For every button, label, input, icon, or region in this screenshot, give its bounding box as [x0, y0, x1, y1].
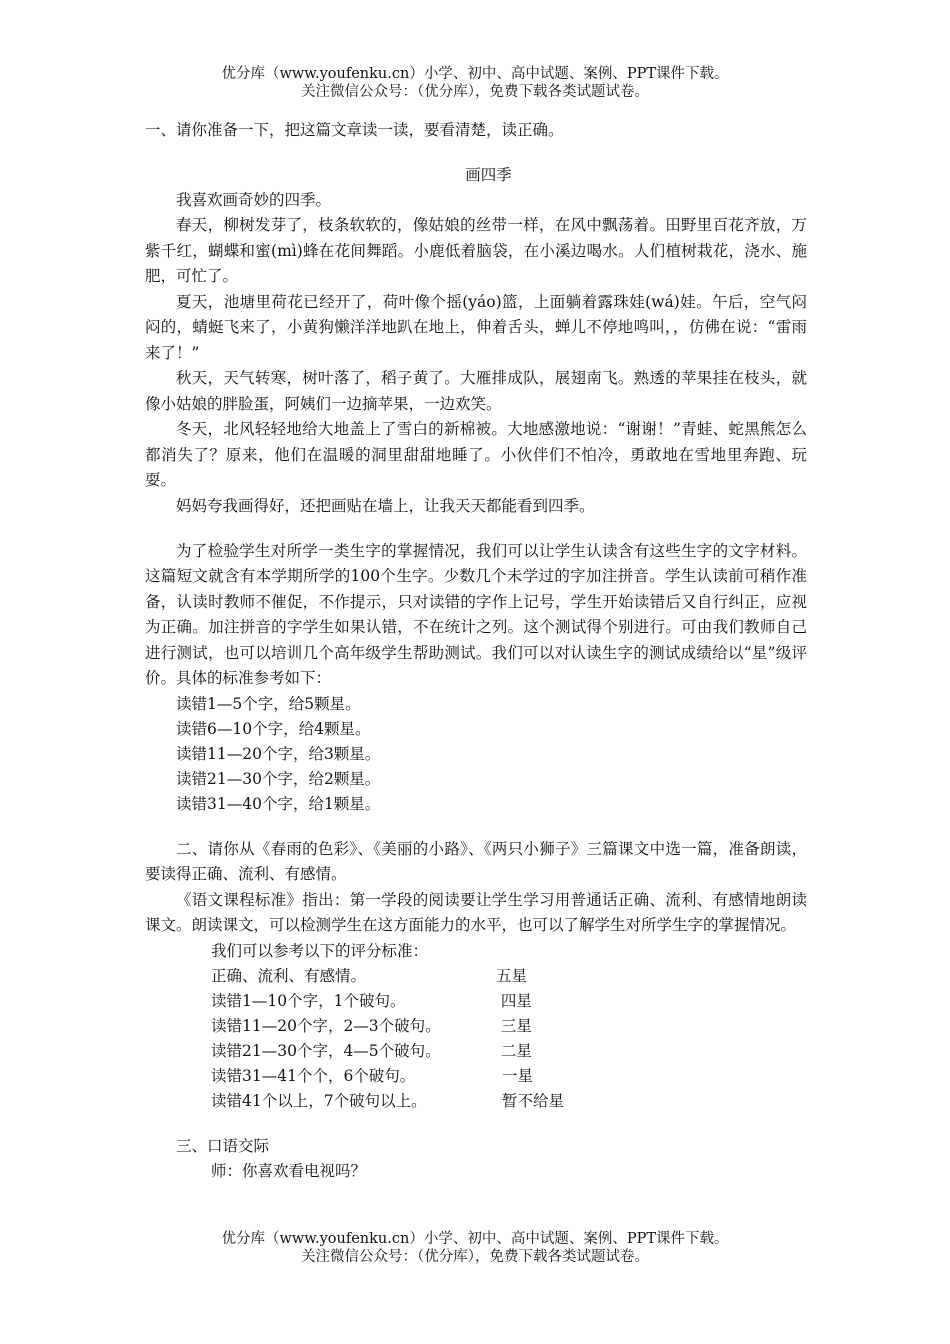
scale-condition: 读错11—20个字，2—3个破句。 — [211, 1016, 441, 1035]
section2-heading: 二、请你从《春雨的色彩》、《美丽的小路》、《两只小狮子》三篇课文中选一篇，准备朗读，要读得正确、流利、有感情。 — [145, 839, 807, 883]
header-line-2: 关注微信公众号：（优分库），免费下载各类试题试卷。 — [301, 84, 649, 100]
section1-heading: 一、请你准备一下，把这篇文章读一读，要看清楚，读正确。 — [145, 121, 564, 139]
essay-winter: 冬天，北风轻轻地给大地盖上了雪白的新棉被。大地感激地说：“谢谢！”青蛙、蛇黑熊怎么都消失了？原来，他们在温暖的洞里甜甜地睡了。小伙伴们不怕冷，勇敢地在雪地里奔跑、玩耍。 — [145, 420, 807, 489]
criteria-item: 读错21—30个字，给2颗星。 — [176, 769, 381, 788]
header-line-1: 优分库（www.youfenku.cn）小学、初中、高中试题、案例、PPT课件下载。 — [221, 66, 729, 82]
scale-row — [145, 1089, 807, 1114]
scale-condition: 读错21—30个字，4—5个破句。 — [211, 1041, 441, 1060]
essay-ending: 妈妈夸我画得好，还把画贴在墙上，让我天天都能看到四季。 — [176, 496, 595, 515]
essay-summer: 夏天，池塘里荷花已经开了，荷叶像个摇(yáo)篮，上面躺着露珠娃(wá)娃。午后，空气闷闷的，蜻蜓飞来了，小黄狗懒洋洋地趴在地上，伸着舌头，蝉儿不停地鸣叫，，仿佛在说：“雷雨来了！” — [145, 292, 807, 362]
section3-heading: 三、口语交际 — [176, 1136, 270, 1155]
footer-line-2: 关注微信公众号：（优分库），免费下载各类试题试卷。 — [301, 1249, 649, 1265]
scale-grade: 二星 — [496, 1041, 532, 1060]
scale-grade: 一星 — [502, 1066, 534, 1085]
scale-condition: 读错31—41个个，6个破句。 — [211, 1066, 416, 1085]
scale-row — [145, 1014, 807, 1039]
page-footer — [0, 1230, 950, 1266]
scale-condition: 读错1—10个字，1个破句。 — [211, 991, 406, 1010]
scale-row — [145, 964, 807, 989]
scale-grade: 暂不给星 — [502, 1091, 565, 1110]
scale-row — [145, 1039, 807, 1064]
scale-row — [145, 989, 807, 1014]
essay-intro: 我喜欢画奇妙的四季。 — [176, 191, 332, 209]
page-header — [0, 65, 950, 101]
footer-line-1: 优分库（www.youfenku.cn）小学、初中、高中试题、案例、PPT课件下载。 — [221, 1231, 729, 1247]
scale-condition: 正确、流利、有感情。 — [211, 966, 367, 985]
section1-note: 为了检验学生对所学一类生字的掌握情况，我们可以让学生认读含有这些生字的文字材料。这篇短文就含有本学期所学的100个生字。少数几个未学过的字加注拼音。学生认读前可稍作准备，认读时教师不催促，不作提示，只对读错的字作上记号，学生开始读错后又自行纠正，应视为正确。加注拼音的字学生如果认错，不在统计之列。这个测试得个别进行。可由我们教师自己进行测试，也可以培训几个高年级学生帮助测试。我们可以对认读生字的测试成绩给以“星”级评价。具体的标准参考如下： — [145, 541, 807, 687]
criteria-item: 读错11—20个字，给3颗星。 — [176, 744, 381, 763]
criteria-item: 读错31—40个字，给1颗星。 — [176, 794, 381, 813]
document-body — [145, 118, 807, 1184]
essay-autumn: 秋天，天气转寒，树叶落了，稻子黄了。大雁排成队，展翅南飞。熟透的苹果挂在枝头，就像小姑娘的胖脸蛋，阿姨们一边摘苹果，一边欢笑。 — [145, 369, 807, 413]
dialogue-line: 师：你喜欢看电视吗？ — [211, 1161, 367, 1180]
scale-intro: 我们可以参考以下的评分标准： — [211, 941, 429, 960]
scale-condition: 读错41个以上，7个破句以上。 — [211, 1091, 427, 1110]
scale-grade: 四星 — [496, 991, 532, 1010]
essay-spring: 春天，柳树发芽了，枝条软软的，像姑娘的丝带一样，在风中飘荡着。田野里百花齐放，万紫千红，蝴蝶和蜜(mì)蜂在花间舞蹈。小鹿低着脑袋，在小溪边喝水。人们植树栽花，浇水、施肥，可忙了。 — [145, 216, 807, 285]
essay-title: 画四季 — [465, 166, 512, 184]
scale-row — [145, 1064, 807, 1089]
criteria-item: 读错1—5个字，给5颗星。 — [176, 694, 361, 713]
scale-grade: 三星 — [496, 1016, 532, 1035]
scale-grade: 五星 — [496, 966, 528, 985]
section2-note: 《语文课程标准》指出：第一学段的阅读要让学生学习用普通话正确、流利、有感情地朗读课文。朗读课文，可以检测学生在这方面能力的水平，也可以了解学生对所学生字的掌握情况。 — [145, 890, 807, 934]
criteria-item: 读错6—10个字，给4颗星。 — [176, 719, 371, 738]
